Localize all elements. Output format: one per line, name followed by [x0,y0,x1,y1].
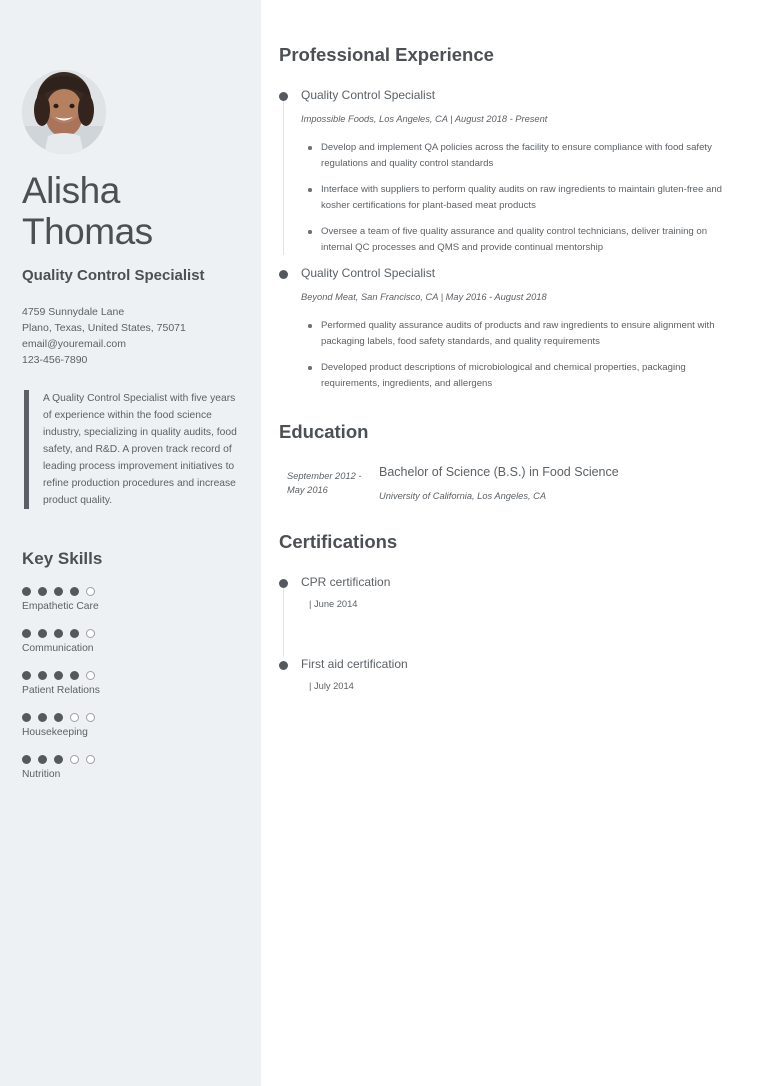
certification-title: CPR certification [301,575,391,589]
rating-dot-filled [22,629,31,638]
skill-label: Nutrition [22,769,61,780]
certification-date: | July 2014 [309,681,354,691]
rating-dot-filled [38,587,47,596]
experience-bullet: Oversee a team of five quality assurance and quality control technicians, deliver training on internal QC processes and QMS and provide continual mentorship [321,224,738,255]
contact-city: Plano, Texas, United States, 75071 [22,322,186,334]
education-detail [379,465,619,501]
rating-dot-filled [22,587,31,596]
contact-phone[interactable]: 123-456-7890 [22,354,88,366]
skill-item [22,671,239,696]
rating-dot-filled [54,671,63,680]
rating-dot-filled [70,587,79,596]
skill-label: Housekeeping [22,727,88,738]
skill-label: Communication [22,643,94,654]
rating-dot-empty [86,629,95,638]
certification-date: | June 2014 [309,599,358,609]
education-degree: Bachelor of Science (B.S.) in Food Science [379,465,619,479]
candidate-job-title: Quality Control Specialist [22,267,205,284]
profile-photo-icon [22,70,106,154]
contact-email[interactable]: email@youremail.com [22,338,127,350]
skill-item [22,587,239,612]
experience-bullet: Interface with suppliers to perform quality audits on raw ingredients to maintain gluten-free and kosher certifications for plant-based meat products [321,182,738,213]
timeline-connector [283,101,284,255]
rating-dot-filled [38,755,47,764]
certifications-list [279,575,738,691]
section-certifications [279,531,738,691]
skill-label: Empathetic Care [22,601,99,612]
experience-bullet: Develop and implement QA policies across the facility to ensure compliance with food safety regulations and quality control standards [321,140,738,171]
rating-dot-filled [70,671,79,680]
certification-entry [279,657,738,691]
main-column [261,0,768,1086]
education-school: University of California, Los Angeles, CA [379,491,547,501]
experience-entry [279,88,738,255]
rating-dot-filled [54,713,63,722]
contact-street: 4759 Sunnydale Lane [22,306,125,318]
last-name: Thomas [22,211,153,252]
rating-dot-filled [54,587,63,596]
experience-list [279,88,738,391]
contact-block [22,304,239,368]
summary-text: A Quality Control Specialist with five years of experience within the food science industry, specializing in quality audits, food safety, and R&D. A proven track record of leading process improvement initiatives to refine production procedures and increase product quality. [43,393,237,506]
education-heading: Education [279,421,369,442]
rating-dot-filled [22,713,31,722]
section-experience [279,44,738,391]
timeline-dot-icon [279,92,288,101]
rating-dot-empty [86,713,95,722]
experience-bullet: Performed quality assurance audits of products and raw ingredients to ensure alignment with packaging labels, food safety standards, and quality requirements [321,318,738,349]
rating-dot-filled [22,755,31,764]
experience-meta: Impossible Foods, Los Angeles, CA | August 2018 - Present [301,114,548,124]
rating-dot-empty [70,713,79,722]
key-skills-list [22,587,239,780]
experience-bullet: Developed product descriptions of microbiological and chemical properties, packaging requirements, ingredients, and allergens [321,360,738,391]
experience-bullets [301,318,738,391]
experience-heading: Professional Experience [279,44,494,65]
education-date: September 2012 - May 2016 [287,471,362,495]
skill-rating-dots [22,629,239,638]
skill-rating-dots [22,671,239,680]
rating-dot-filled [38,713,47,722]
rating-dot-empty [86,755,95,764]
rating-dot-empty [86,671,95,680]
rating-dot-filled [22,671,31,680]
avatar [22,70,106,154]
timeline-connector [283,588,284,657]
key-skills-heading: Key Skills [22,549,103,568]
rating-dot-filled [54,755,63,764]
sidebar [0,0,261,1086]
skill-item [22,629,239,654]
education-entry [279,465,738,501]
candidate-name [22,170,239,252]
timeline-dot-icon [279,270,288,279]
timeline-dot-icon [279,661,288,670]
rating-dot-empty [70,755,79,764]
certification-entry [279,575,738,657]
skill-rating-dots [22,713,239,722]
experience-bullets [301,140,738,255]
experience-title: Quality Control Specialist [301,88,436,102]
experience-entry [279,266,738,391]
rating-dot-empty [86,587,95,596]
experience-title: Quality Control Specialist [301,266,436,280]
skill-item [22,713,239,738]
rating-dot-filled [54,629,63,638]
skill-rating-dots [22,587,239,596]
first-name: Alisha [22,170,120,211]
skill-label: Patient Relations [22,685,100,696]
section-education [279,421,738,501]
experience-meta: Beyond Meat, San Francisco, CA | May 2016 - August 2018 [301,292,547,302]
rating-dot-filled [70,629,79,638]
rating-dot-filled [38,671,47,680]
skill-rating-dots [22,755,239,764]
certification-title: First aid certification [301,657,408,671]
certifications-heading: Certifications [279,531,398,552]
rating-dot-filled [38,629,47,638]
skill-item [22,755,239,780]
summary-accent-bar [24,390,29,509]
timeline-dot-icon [279,579,288,588]
education-list [279,465,738,501]
profile-summary [22,390,239,509]
